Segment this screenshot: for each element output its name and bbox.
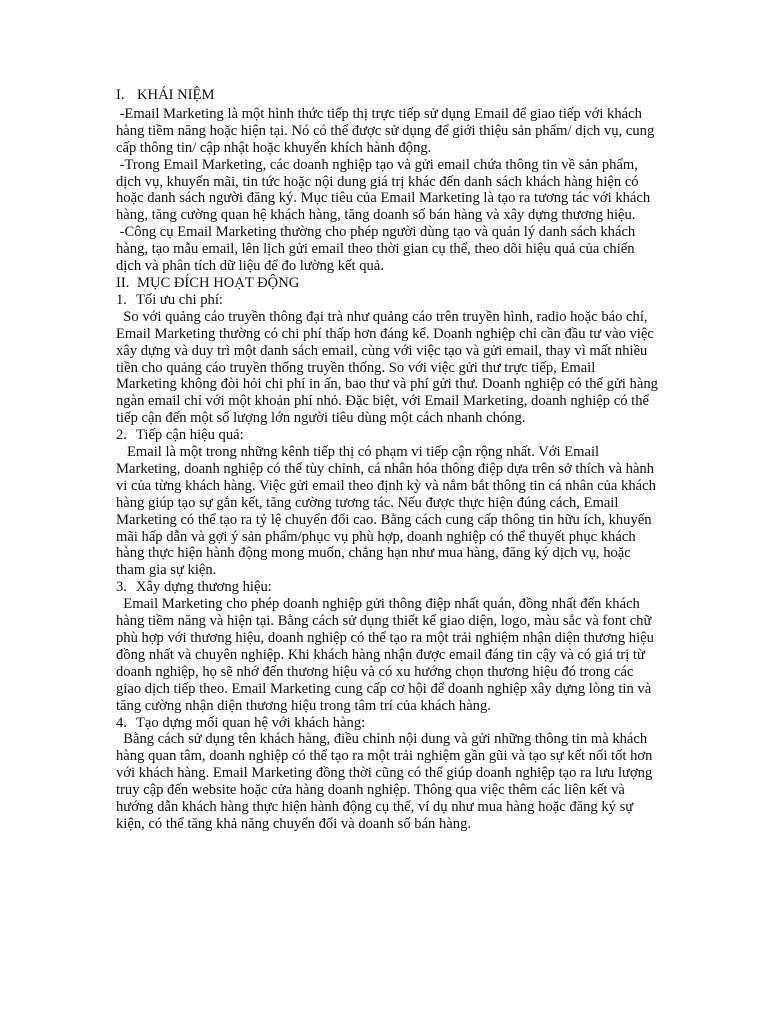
- item-heading-1: [116, 292, 658, 309]
- paragraph-definition-2: -Trong Email Marketing, các doanh nghiệp tạo và gửi email chứa thông tin về sản phẩm, dịch vụ, khuyến mãi, tin tức hoặc nội dung giá trị khác đến danh sách khách hàng hiện có hoặc danh sách người đăng ký. Mục tiêu của Email Marketing là tạo ra tương tác với khách hàng, tăng cường quan hệ khách hàng, tăng doanh số bán hàng và xây dựng thương hiệu.: [116, 156, 654, 224]
- item-title: Tiếp cận hiệu quả:: [136, 427, 244, 444]
- item-paragraph-3: Email Marketing cho phép doanh nghiệp gửi thông điệp nhất quán, đồng nhất đến khách hàng tiềm năng và hiện tại. Bằng cách sử dụng thiết kế giao diện, logo, màu sắc và font chữ phù hợp với thương hiệu, doanh nghiệp có thể tạo ra một trải nghiệm nhận diện thương hiệu đồng nhất và chuyên nghiệp. Khi khách hàng nhận được email đáng tin cậy và có giá trị từ doanh nghiệp, họ sẽ nhớ đến thương hiệu và có xu hướng chọn thương hiệu đó trong các giao dịch tiếp theo. Email Marketing cung cấp cơ hội để doanh nghiệp xây dựng lòng tin và tăng cường nhận diện thương hiệu trong tâm trí của khách hàng.: [116, 596, 658, 714]
- section-title: MỤC ĐÍCH HOẠT ĐỘNG: [137, 274, 300, 291]
- item-heading-2: [116, 427, 658, 444]
- item-title: Tạo dựng mối quan hệ với khách hàng:: [136, 714, 366, 731]
- section-number: I.: [116, 87, 125, 103]
- item-number: 3.: [116, 579, 127, 596]
- item-number: 1.: [116, 291, 127, 308]
- paragraph-definition-3: -Công cụ Email Marketing thường cho phép người dùng tạo và quản lý danh sách khách hàng, tạo mẫu email, lên lịch gửi email theo thời gian cụ thể, theo dõi hiệu quả của chiến dịch và phân tích dữ liệu để đo lường kết quả.: [116, 224, 639, 275]
- paragraph-definition-1: -Email Marketing là một hình thức tiếp thị trực tiếp sử dụng Email để giao tiếp với khách hàng tiềm năng hoặc hiện tại. Nó có thể được sử dụng để giới thiệu sản phẩm/ dịch vụ, cung cấp thông tin/ cập nhật hoặc khuyến khích hành động.: [116, 105, 658, 156]
- section-heading-2: [116, 275, 658, 292]
- item-number: 2.: [116, 427, 127, 444]
- section-heading-1: [116, 87, 658, 104]
- item-paragraph-2: Email là một trong những kênh tiếp thị có phạm vi tiếp cận rộng nhất. Với Email Marketing, doanh nghiệp có thể tùy chỉnh, cá nhân hóa thông điệp dựa trên sở thích và hành vi của từng khách hàng. Việc gửi email theo định kỳ và nắm bắt thông tin cá nhân của khách hàng giúp tạo sự gắn kết, tăng cường tương tác. Nếu được thực hiện đúng cách, Email Marketing có thể tạo ra tỷ lệ chuyển đổi cao. Bằng cách cung cấp thông tin hữu ích, khuyến mãi hấp dẫn và gợi ý sản phẩm/phục vụ phù hợp, doanh nghiệp có thể thuyết phục khách hàng thực hiện hành động mong muốn, chẳng hạn như mua hàng, đăng ký dịch vụ, hoặc tham gia sự kiện.: [116, 444, 660, 579]
- item-number: 4.: [116, 714, 127, 731]
- item-heading-4: [116, 715, 658, 732]
- item-title: Tối ưu chi phí:: [136, 291, 223, 308]
- item-heading-3: [116, 579, 658, 596]
- section-title: KHÁI NIỆM: [137, 87, 215, 103]
- item-paragraph-4: Bằng cách sử dụng tên khách hàng, điều chỉnh nội dung và gửi những thông tin mà khách hàng quan tâm, doanh nghiệp có thể tạo ra một trải nghiệm gần gũi và tạo sự kết nối tốt hơn với khách hàng. Email Marketing đồng thời cũng có thể giúp doanh nghiệp tạo ra lưu lượng truy cập đến website hoặc cửa hàng doanh nghiệp. Thông qua việc thêm các liên kết và hướng dẫn khách hàng thực hiện hành động cụ thể, ví dụ như mua hàng hoặc đăng ký sự kiện, có thể tăng khả năng chuyển đổi và doanh số bán hàng.: [116, 731, 657, 832]
- document-body: [116, 87, 662, 833]
- item-paragraph-1: So với quảng cáo truyền thông đại trà như quảng cáo trên truyền hình, radio hoặc báo chí, Email Marketing thường có chi phí thấp hơn đáng kể. Doanh nghiệp chỉ cần đầu tư vào việc xây dựng và duy trì một danh sách email, cùng với việc tạo và gửi email, thay vì mất nhiều tiền cho quảng cáo truyền thống truyền thống. So với việc gửi thư trực tiếp, Email Marketing không đòi hỏi chi phí in ấn, bao thư và phí gửi thư. Doanh nghiệp có thể gửi hàng ngàn email chỉ với một khoản phí nhỏ. Đặc biệt, với Email Marketing, doanh nghiệp có thể tiếp cận đến một số lượng lớn người tiêu dùng một cách nhanh chóng.: [116, 308, 662, 427]
- section-number: II.: [116, 274, 130, 291]
- item-title: Xây dựng thương hiệu:: [136, 579, 272, 596]
